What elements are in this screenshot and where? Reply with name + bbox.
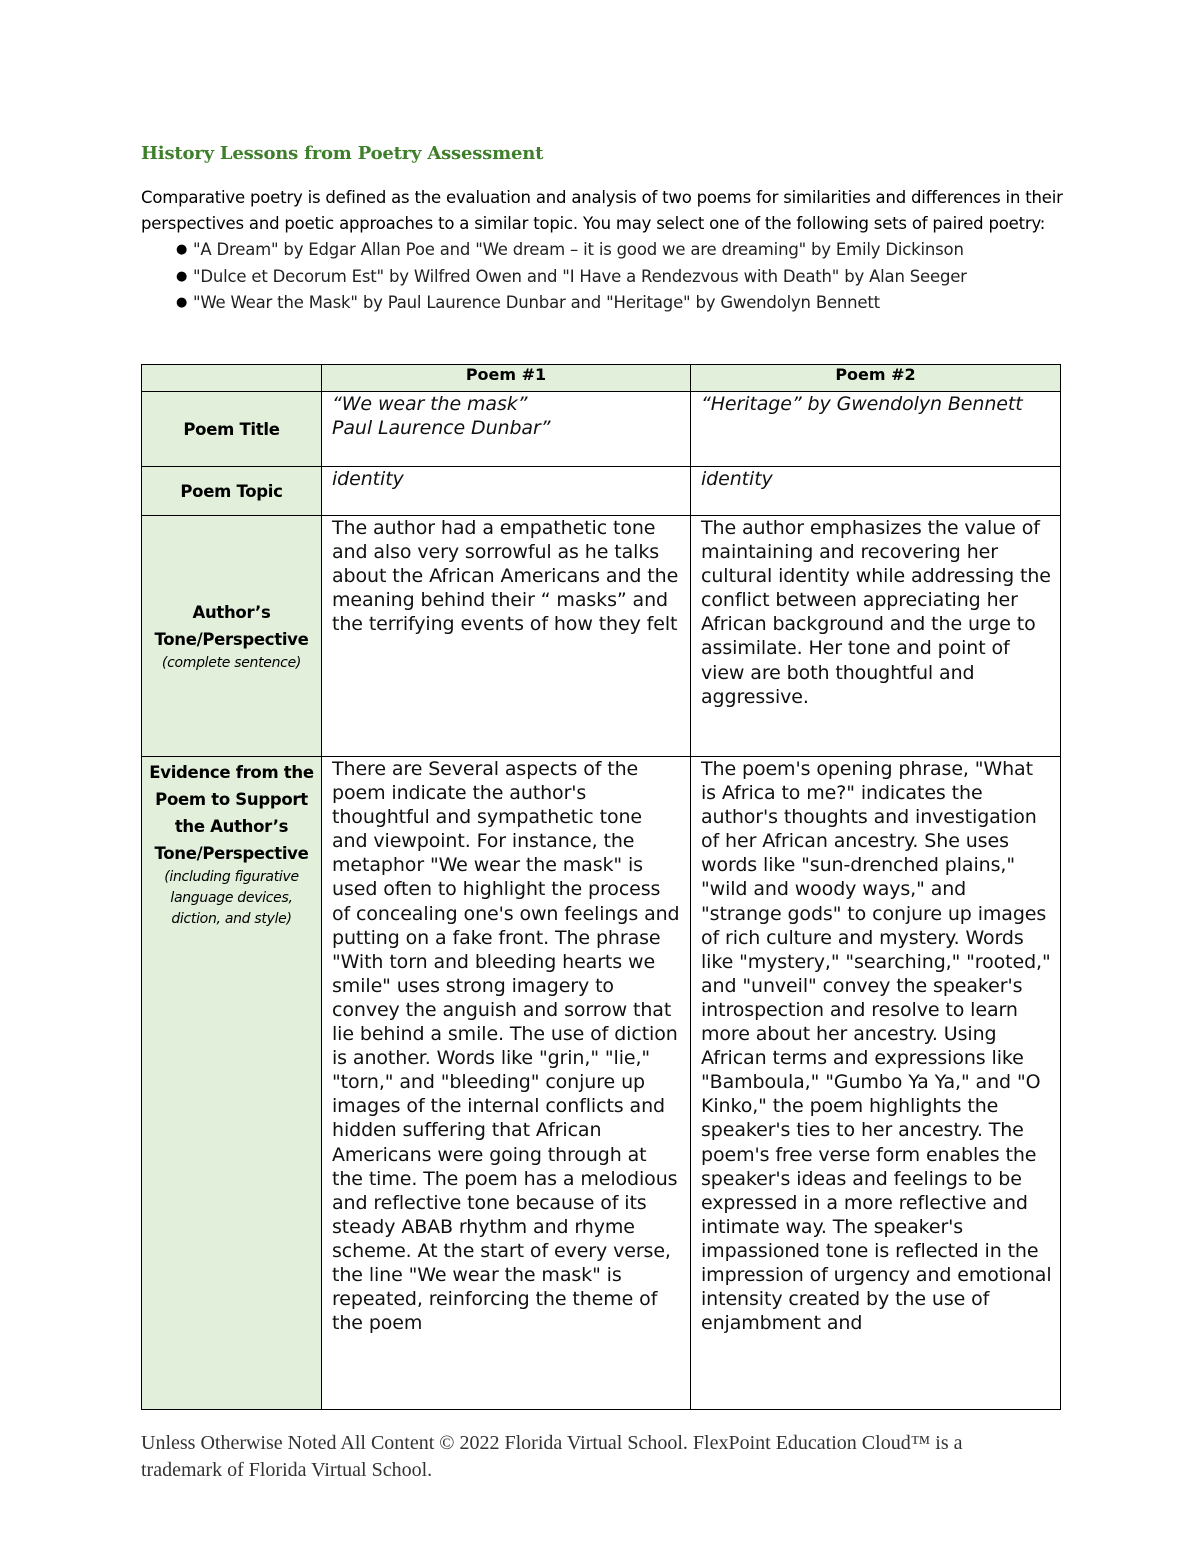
list-item xyxy=(176,290,1071,317)
poem-pair-option: "A Dream" by Edgar Allan Poe and "We dream – it is good we are dreaming" by Emily Dickinson xyxy=(193,240,964,259)
poem-2-tone-cell[interactable] xyxy=(691,516,1061,757)
row-label-text: Poem Topic xyxy=(180,481,283,501)
list-item xyxy=(176,237,1071,264)
row-label-note: (complete sentence) xyxy=(161,654,302,671)
poem-2-title-cell[interactable] xyxy=(691,392,1061,467)
comparison-table xyxy=(141,364,1061,1410)
bullet-icon: ● xyxy=(176,242,188,257)
table-row-evidence xyxy=(142,757,1061,1410)
poem-2-tone: The author emphasizes the value of maintaining and recovering her cultural identity while addressing the conflict between appreciating her African background and the urge to assimilate. Her tone and point of view are both thoughtful and aggressive. xyxy=(701,517,1051,708)
row-label-evidence xyxy=(142,757,322,1410)
row-label-poem-title xyxy=(142,392,322,467)
bullet-icon: ● xyxy=(176,295,188,310)
poem-1-topic: identity xyxy=(332,468,404,490)
intro-section xyxy=(141,185,1071,317)
poem-pair-list xyxy=(141,237,1071,317)
row-label-poem-topic xyxy=(142,467,322,516)
table-row-poem-title xyxy=(142,392,1061,467)
poem-2-topic: identity xyxy=(701,468,773,490)
poem-pair-option: "Dulce et Decorum Est" by Wilfred Owen and "I Have a Rendezvous with Death" by Alan Seeger xyxy=(193,266,967,286)
table-row-poem-topic xyxy=(142,467,1061,516)
header-blank-cell xyxy=(142,365,322,392)
poem-2-evidence-cell[interactable] xyxy=(691,757,1061,1410)
poem-1-evidence: There are Several aspects of the poem indicate the author's thoughtful and sympathetic tone and viewpoint. For instance, the metaphor "We wear the mask" is used often to highlight the process of concealing one's own feelings and putting on a fake front. The phrase "With torn and bleeding hearts we smile" uses strong imagery to convey the anguish and sorrow that lie behind a smile. The use of diction is another. Words like "grin," "lie," "torn," and "bleeding" conjure up images of the internal conflicts and hidden suffering that African Americans were going through at the time. The poem has a melodious and reflective tone because of its steady ABAB rhythm and rhyme scheme. At the start of every verse, the line "We wear the mask" is repeated, reinforcing the theme of the poem xyxy=(332,758,680,1335)
header-poem-2: Poem #2 xyxy=(691,365,1061,392)
bullet-icon: ● xyxy=(176,268,188,284)
copyright-footer: Unless Otherwise Noted All Content © 2022 Florida Virtual School. FlexPoint Education Cloud™ is a trademark of Florida Virtual School. xyxy=(141,1432,963,1481)
poem-1-tone-cell[interactable] xyxy=(322,516,691,757)
page-title: History Lessons from Poetry Assessment xyxy=(141,143,544,164)
poem-2-title: “Heritage” by Gwendolyn Bennett xyxy=(701,393,1023,415)
poem-1-tone: The author had a empathetic tone and also very sorrowful as he talks about the African Americans and the meaning behind their “ masks” and the terrifying events of how they felt xyxy=(332,517,679,636)
poem-1-topic-cell[interactable] xyxy=(322,467,691,516)
poem-1-title-cell[interactable] xyxy=(322,392,691,467)
poem-2-evidence: The poem's opening phrase, "What is Africa to me?" indicates the author's thoughts and investigation of her African ancestry. She uses words like "sun-drenched plains," "wild and woody ways," and "strange gods" to conjure up images of rich culture and mystery. Words like "mystery," "searching," "rooted," and "unveil" convey the speaker's introspection and resolve to learn more about her ancestry. Using African terms and expressions like "Bamboula," "Gumbo Ya Ya," and "O Kinko," the poem highlights the speaker's ties to her ancestry. The poem's free verse form enables the speaker's ideas and feelings to be expressed in a more reflective and intimate way. The speaker's impassioned tone is reflected in the impression of urgency and emotional intensity created by the use of enjambment and xyxy=(701,758,1052,1335)
row-label-note: (including figurative language devices, diction, and style) xyxy=(164,869,299,927)
row-label-text: Author’s Tone/Perspective xyxy=(154,602,309,649)
table-header-row xyxy=(142,365,1061,392)
poem-1-evidence-cell[interactable] xyxy=(322,757,691,1410)
table-row-tone-perspective xyxy=(142,516,1061,757)
intro-paragraph: Comparative poetry is defined as the evaluation and analysis of two poems for similarities and differences in their perspectives and poetic approaches to a similar topic. You may select one of the following sets of paired poetry: xyxy=(141,188,1063,233)
row-label-tone-perspective xyxy=(142,516,322,757)
poem-1-title: “We wear the mask” Paul Laurence Dunbar” xyxy=(332,393,551,440)
row-label-text: Evidence from the Poem to Support the Author’s Tone/Perspective xyxy=(149,763,314,863)
list-item xyxy=(176,264,1071,291)
poem-2-topic-cell[interactable] xyxy=(691,467,1061,516)
row-label-text: Poem Title xyxy=(183,419,280,439)
poem-pair-option: "We Wear the Mask" by Paul Laurence Dunbar and "Heritage" by Gwendolyn Bennett xyxy=(193,293,880,312)
header-poem-1: Poem #1 xyxy=(322,365,691,392)
